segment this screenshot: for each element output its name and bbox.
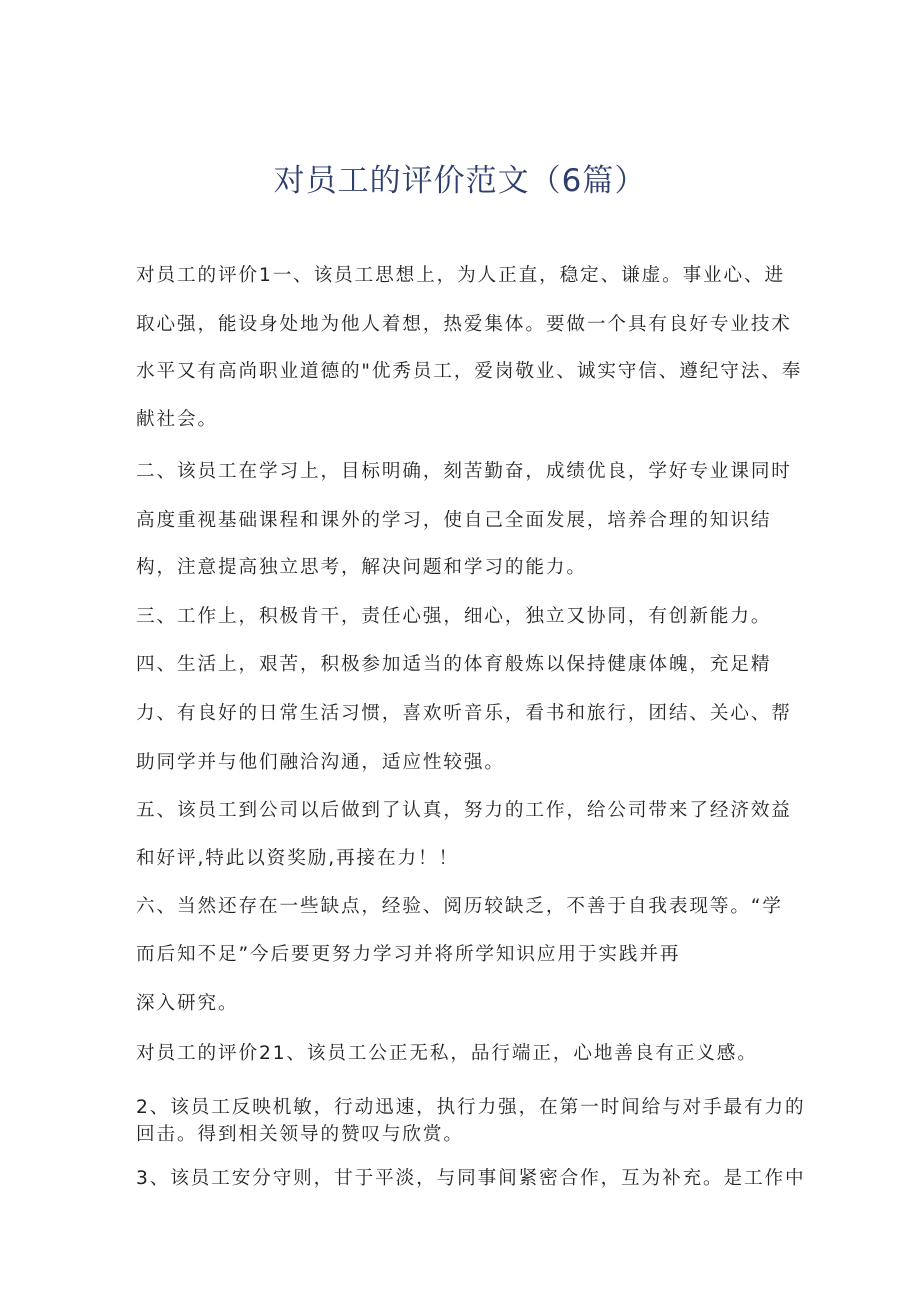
paragraph-line: 深入研究。: [136, 993, 239, 1014]
paragraph-line: 献社会。: [136, 409, 218, 430]
paragraph-line: 对员工的评价21、该员工公正无私，品行端正，心地善良有正义感。: [136, 1043, 758, 1064]
paragraph-line: 二、该员工在学习上，目标明确，刻苦勤奋，成绩优良，学好专业课同时: [136, 461, 792, 482]
paragraph-line: 助同学并与他们融洽沟通，适应性较强。: [136, 752, 505, 773]
paragraph-line: 力、有良好的日常生活习惯，喜欢听音乐，看书和旅行，团结、关心、帮: [136, 703, 792, 724]
paragraph-line: 3、该员工安分守则，甘于平淡，与同事间紧密合作，互为补充。是工作中: [136, 1168, 806, 1189]
paragraph-line: 四、生活上，艰苦，积极参加适当的体育般炼以保持健康体魄，充足精: [136, 654, 772, 675]
document-title: 对员工的评价范文（6篇）: [273, 163, 647, 199]
paragraph-line: 取心强，能设身处地为他人着想，热爱集体。要做一个具有良好专业技术: [136, 314, 792, 335]
paragraph-line: 六、当然还存在一些缺点，经验、阅历较缺乏，不善于自我表现等。“学: [136, 896, 783, 917]
paragraph-line: 对员工的评价1一、该员工思想上，为人正直，稳定、谦虚。事业心、进: [136, 265, 786, 286]
paragraph-line: 构，注意提高独立思考，解决问题和学习的能力。: [136, 557, 587, 578]
paragraph-line: 和好评,特此以资奖励,再接在力！！: [136, 848, 460, 869]
paragraph-line: 而后知不足”今后要更努力学习并将所学知识应用于实践并再: [136, 944, 681, 965]
paragraph-line: 2、该员工反映机敏，行动迅速，执行力强，在第一时间给与对手最有力的: [136, 1097, 806, 1118]
paragraph-line: 水平又有高尚职业道德的"优秀员工，爱岗敬业、诚实守信、遵纪守法、奉: [136, 361, 803, 382]
paragraph-line: 三、工作上，积极肯干，责任心强，细心，独立又协同，有创新能力。: [136, 606, 772, 627]
paragraph-line: 高度重视基础课程和课外的学习，使自己全面发展，培养合理的知识结: [136, 510, 772, 531]
paragraph-line: 回击。得到相关领导的赞叹与欣赏。: [136, 1124, 464, 1145]
paragraph-line: 五、该员工到公司以后做到了认真，努力的工作，给公司带来了经济效益: [136, 800, 792, 821]
